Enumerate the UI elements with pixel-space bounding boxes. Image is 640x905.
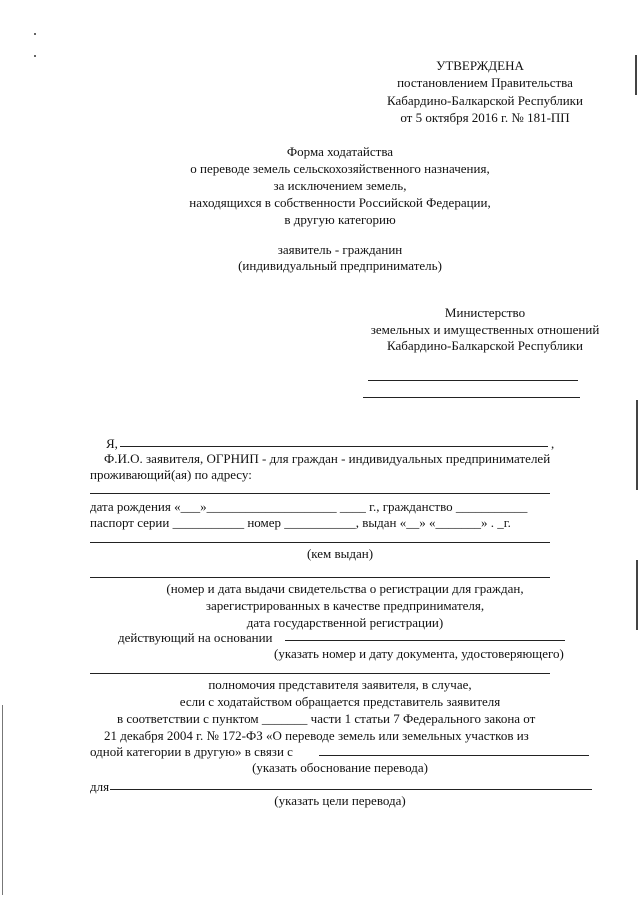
passport-line: паспорт серии ___________ номер ___________, выдан «__» «_______» . _г. (90, 515, 511, 530)
authority-hint-2: если с ходатайством обращается представитель заявителя (179, 694, 501, 709)
scan-edge-mark (636, 400, 638, 490)
recipient-line-2: земельных и имущественных отношений (370, 322, 600, 337)
recipient-blank-line[interactable] (368, 380, 578, 381)
form-title-line-2: о переводе земель сельскохозяйственного назначения, (190, 161, 490, 176)
registration-hint-1: (номер и дата выдачи свидетельства о регистрации для граждан, (166, 581, 524, 596)
fio-hint: Ф.И.О. заявителя, ОГРНИП - для граждан - индивидуальных предпринимателей (104, 451, 551, 466)
approval-line-3: от 5 октября 2016 г. № 181-ПП (400, 110, 570, 125)
authority-hint-1: полномочия представителя заявителя, в случае, (208, 677, 472, 692)
form-title-line-5: в другую категорию (284, 212, 396, 227)
ya-label: Я, (106, 436, 118, 451)
registration-field[interactable] (90, 577, 550, 578)
registration-hint-2: зарегистрированных в качестве предпринимателя, (205, 598, 485, 613)
applicant-name-field[interactable] (120, 446, 548, 447)
approval-line-2: Кабардино-Балкарской Республики (387, 93, 583, 108)
birth-line: дата рождения «___»____________________ ____ г., гражданство ___________ (90, 499, 528, 514)
approval-line-1: постановлением Правительства (397, 75, 573, 90)
reason-hint: (указать обоснование перевода) (252, 760, 428, 775)
applicant-type-line-1: заявитель - гражданин (277, 242, 403, 257)
recipient-blank-line[interactable] (363, 397, 580, 398)
scan-speck (34, 55, 36, 57)
for-label: для (90, 779, 110, 794)
form-title-line-4: находящихся в собственности Российской Федерации, (189, 195, 491, 210)
basis-field[interactable] (285, 640, 565, 641)
purpose-hint: (указать цели перевода) (274, 793, 406, 808)
form-title-line-3: за исключением земель, (273, 178, 407, 193)
approval-title: УТВЕРЖДЕНА (436, 58, 524, 73)
acting-label: действующий на основании (118, 630, 273, 645)
law-line-1: в соответствии с пунктом _______ части 1 статьи 7 Федерального закона от (117, 711, 536, 726)
purpose-field[interactable] (110, 789, 592, 790)
scan-speck (34, 33, 36, 35)
form-title-line-1: Форма ходатайства (286, 144, 394, 159)
ya-comma: , (551, 436, 555, 451)
recipient-line-1: Министерство (444, 305, 526, 320)
residing-label: проживающий(ая) по адресу: (90, 467, 252, 482)
reason-field[interactable] (319, 755, 589, 756)
scan-edge-mark (635, 55, 637, 95)
applicant-type-line-2: (индивидуальный предприниматель) (238, 258, 442, 273)
document-hint: (указать номер и дату документа, удостоверяющего) (274, 646, 564, 661)
issued-by-field[interactable] (90, 542, 550, 543)
authority-field[interactable] (90, 673, 550, 674)
address-field[interactable] (90, 493, 550, 494)
issued-by-hint: (кем выдан) (306, 546, 374, 561)
law-line-2: 21 декабря 2004 г. № 172-ФЗ «О переводе земель или земельных участков из (104, 728, 529, 743)
law-line-3: одной категории в другую» в связи с (90, 744, 293, 759)
recipient-line-3: Кабардино-Балкарской Республики (387, 338, 583, 353)
registration-hint-3: дата государственной регистрации) (246, 615, 444, 630)
